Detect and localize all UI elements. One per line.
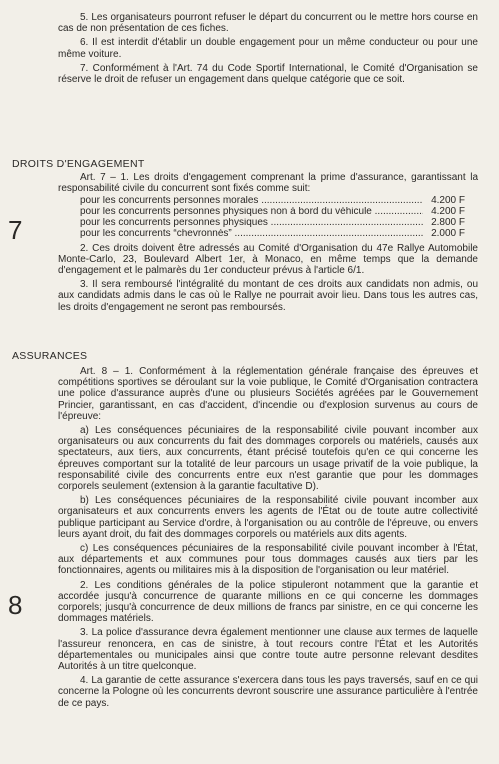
top-paragraphs: [58, 12, 478, 85]
section-heading-droits: DROITS D'ENGAGEMENT: [12, 158, 145, 170]
fee-amount: 4.200 F: [431, 195, 465, 207]
paragraph-7: 7. Conformément à l'Art. 74 du Code Sportif International, le Comité d'Organisation se réserve le droit de refuser un engagement dans quelque catégorie que ce soit.: [58, 62, 478, 86]
fee-amount: 2.000 F: [431, 227, 465, 239]
paragraph-6: 6. Il est interdit d'établir un double engagement pour un même conducteur ou pour une même voiture.: [58, 37, 478, 60]
fee-row: [80, 229, 465, 240]
article-8-paragraph-3: 3. La police d'assurance devra également mentionner une clause aux termes de laquelle l'assureur renoncera, en cas de sinistre, à tout recours contre l'État et les Autorités départementales ou municipales ainsi que contre toute autre personne relevant desdites Autorités à un titre quelconque.: [58, 627, 478, 673]
article-7-intro: Art. 7 – 1. Les droits d'engagement comprenant la prime d'assurance, garantissant la responsabilité civile du concurrent sont fixés comme suit:: [58, 172, 478, 195]
fee-row: [80, 196, 465, 207]
section-assurances: [58, 366, 478, 709]
article-8-item-a: a) Les conséquences pécuniaires de la responsabilité civile pouvant incomber aux organisateurs ou aux concurrents du fait des dommages corporels ou matériels, causés aux spectateurs, aux tiers, aux concurrents, étant précisé toutefois qu'en ce qui concerne les épreuves comportant sur la totalité de leur parcours un usage privatif de la voie publique, la responsabilité civile des concurrents entre eux n'est garantie que pour les dommages corporels seulement (extension à la garantie facultative D).: [58, 425, 478, 493]
fees-table: [80, 196, 465, 239]
article-number-8: 8: [8, 590, 23, 620]
fee-label: pour les concurrents personnes physiques .....: [80, 218, 423, 229]
article-8-item-b: b) Les conséquences pécuniaires de la responsabilité civile pouvant incomber aux organisateurs et aux concurrents envers les agents de l'État ou de toute autre collectivité publique participant au Service d'ordre, à l'organisation ou au contrôle de l'épreuve, ou envers leurs ayant droit, du fait des dommages corporels ou matériels aux dits agents.: [58, 495, 478, 540]
section-droits: [58, 172, 478, 313]
fee-row: [80, 218, 465, 229]
section-heading-assurances: ASSURANCES: [12, 350, 88, 362]
fee-label: pour les concurrents personnes morales .....: [80, 196, 423, 207]
fee-label: pour les concurrents “chevronnés” .....: [80, 229, 423, 240]
fee-label: pour les concurrents personnes physiques non à bord du véhicule .....: [80, 207, 423, 218]
fee-row: [80, 207, 465, 218]
article-8-paragraph-4: 4. La garantie de cette assurance s'exercera dans tous les pays traversés, sauf en ce qui concerne la Pologne où les concurrents devront souscrire une assurance particulière à l'entrée de ce pays.: [58, 675, 478, 709]
paragraph-5: 5. Les organisateurs pourront refuser le départ du concurrent ou le mettre hors course en cas de non présentation de ces fiches.: [58, 12, 478, 35]
fee-amount: 2.800 F: [431, 217, 465, 228]
article-8-intro: Art. 8 – 1. Conformément à la réglementation générale française des épreuves et compétitions sportives se déroulant sur la voie publique, le Comité d'Organisation contractera une police d'assurance auprès d'une ou plusieurs Sociétés agréées par le Gouvernement Princier, garantissant, en cas d'accident, d'incendie ou d'explosion survenus au cours de l'épreuve:: [58, 366, 478, 422]
fee-amount: 4.200 F: [431, 206, 465, 218]
article-number-7: 7: [8, 215, 23, 245]
article-8-paragraph-2: 2. Les conditions générales de la police stipuleront notamment que la garantie et accordée jusqu'à concurrence de quarante millions en ce qui concerne les dommages corporels; jusqu'à concurrence de deux millions de francs par sinistre, en ce qui concerne les dommages matériels.: [58, 579, 478, 625]
article-7-paragraph-3: 3. Il sera remboursé l'intégralité du montant de ces droits aux candidats non admis, ou aux candidats admis dans le cas où le Rallye ne pourrait avoir lieu. Dans tous les autres cas, les droits d'engagement ne seront pas remboursés.: [58, 279, 478, 313]
article-7-paragraph-2: 2. Ces droits doivent être adressés au Comité d'Organisation du 47e Rallye Automobile Monte-Carlo, 23, Boulevard Albert 1er, à Monaco, en même temps que la demande d'engagement et le palmarès du 1er conducteur prévus à l'article 6/1.: [58, 242, 478, 276]
article-8-item-c: c) Les conséquences pécuniaires de la responsabilité civile pouvant incomber à l'État, aux départements et aux communes pour tous dommages causés aux tiers par les fonctionnaires, agents ou militaires mis à la disposition de l'organisation ou leur matériel.: [58, 543, 478, 577]
